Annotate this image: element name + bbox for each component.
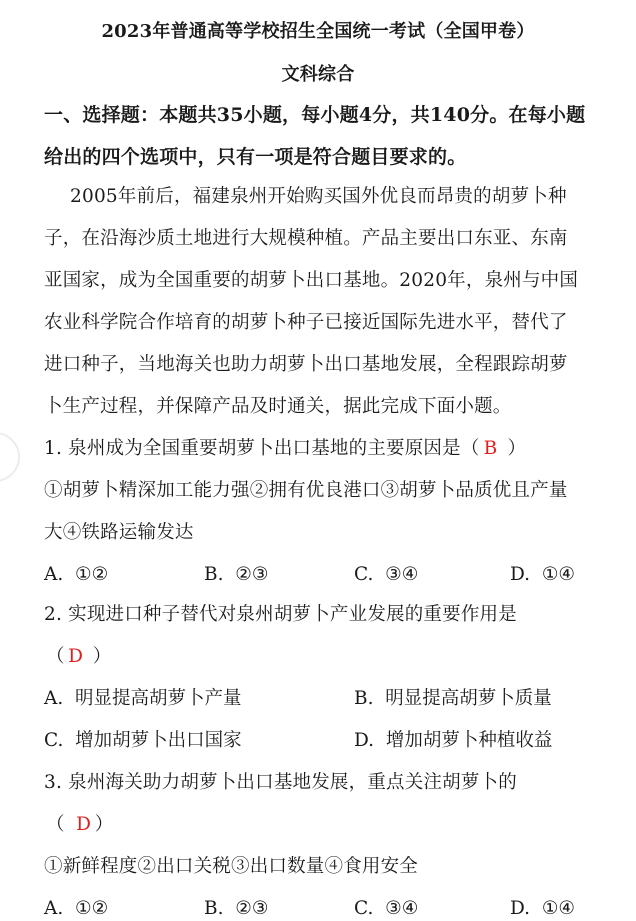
- option-d[interactable]: [510, 563, 575, 587]
- question-2-answer-line: [46, 645, 111, 669]
- option-label: B.: [204, 564, 224, 585]
- option-text: ③④: [385, 898, 419, 919]
- option-label: C.: [354, 898, 374, 919]
- question-1-statements-line-2: 大④铁路运输发达: [44, 522, 194, 543]
- passage-line: 亚国家，成为全国重要的胡萝卜出口基地。2020年，泉州与中国: [44, 270, 579, 291]
- option-text: ②③: [235, 898, 269, 919]
- option-label: D.: [510, 898, 531, 919]
- close-paren: ）: [94, 814, 114, 835]
- close-paren: ）: [92, 646, 112, 667]
- question-3-stem: 3. 泉州海关助力胡萝卜出口基地发展，重点关注胡萝卜的: [44, 772, 517, 793]
- side-circle-decoration: [0, 432, 20, 482]
- option-text: ①②: [75, 564, 109, 585]
- option-label: D.: [354, 730, 375, 751]
- question-1-statements-line-1: ①胡萝卜精深加工能力强②拥有优良港口③胡萝卜品质优且产量: [44, 480, 568, 501]
- close-paren: ）: [507, 438, 527, 459]
- answer-mark: D: [76, 814, 92, 835]
- option-label: A.: [44, 688, 64, 709]
- option-a[interactable]: [44, 897, 108, 921]
- option-d[interactable]: [354, 729, 552, 753]
- open-paren: （: [46, 646, 65, 667]
- passage-line: 农业科学院合作培育的胡萝卜种子已接近国际先进水平，替代了: [44, 312, 568, 333]
- question-3-statements: ①新鲜程度②出口关税③出口数量④食用安全: [44, 856, 419, 877]
- option-c[interactable]: [354, 897, 418, 921]
- answer-mark: B: [483, 438, 498, 459]
- option-b[interactable]: [354, 687, 552, 711]
- passage-line: 2005年前后，福建泉州开始购买国外优良而昂贵的胡萝卜种: [70, 186, 567, 207]
- option-text: 明显提高胡萝卜质量: [385, 688, 552, 709]
- option-label: B.: [204, 898, 224, 919]
- question-2-stem: 2. 实现进口种子替代对泉州胡萝卜产业发展的重要作用是: [44, 604, 517, 625]
- option-label: B.: [354, 688, 374, 709]
- question-stem-text: 1. 泉州成为全国重要胡萝卜出口基地的主要原因是（: [44, 438, 480, 459]
- option-text: 增加胡萝卜出口国家: [75, 730, 242, 751]
- option-c[interactable]: [44, 729, 242, 753]
- option-text: ①④: [541, 564, 575, 585]
- question-1-stem: [44, 437, 526, 461]
- option-c[interactable]: [354, 563, 418, 587]
- option-text: 明显提高胡萝卜产量: [75, 688, 242, 709]
- option-b[interactable]: [204, 897, 268, 921]
- open-paren: （: [46, 814, 65, 835]
- option-label: C.: [44, 730, 64, 751]
- answer-mark: D: [68, 646, 84, 667]
- option-text: ③④: [385, 564, 419, 585]
- passage-line: 卜生产过程，并保障产品及时通关，据此完成下面小题。: [44, 396, 512, 417]
- option-text: ②③: [235, 564, 269, 585]
- option-a[interactable]: [44, 563, 108, 587]
- option-b[interactable]: [204, 563, 268, 587]
- page-title: 2023年普通高等学校招生全国统一考试（全国甲卷）: [101, 21, 535, 42]
- option-label: C.: [354, 564, 374, 585]
- option-text: ①④: [541, 898, 575, 919]
- section-heading-line-1: 一、选择题：本题共35小题，每小题4分，共140分。在每小题: [44, 104, 586, 126]
- option-label: D.: [510, 564, 531, 585]
- section-heading-line-2: 给出的四个选项中，只有一项是符合题目要求的。: [44, 146, 467, 168]
- option-label: A.: [44, 564, 64, 585]
- option-text: 增加胡萝卜种植收益: [385, 730, 553, 751]
- passage-line: 进口种子，当地海关也助力胡萝卜出口基地发展，全程跟踪胡萝: [44, 354, 568, 375]
- option-a[interactable]: [44, 687, 242, 711]
- option-d[interactable]: [510, 897, 575, 921]
- option-label: A.: [44, 898, 64, 919]
- question-3-answer-line: [46, 813, 113, 837]
- option-text: ①②: [75, 898, 109, 919]
- page-subtitle: 文科综合: [281, 64, 355, 85]
- passage-line: 子，在沿海沙质土地进行大规模种植。产品主要出口东亚、东南: [44, 228, 568, 249]
